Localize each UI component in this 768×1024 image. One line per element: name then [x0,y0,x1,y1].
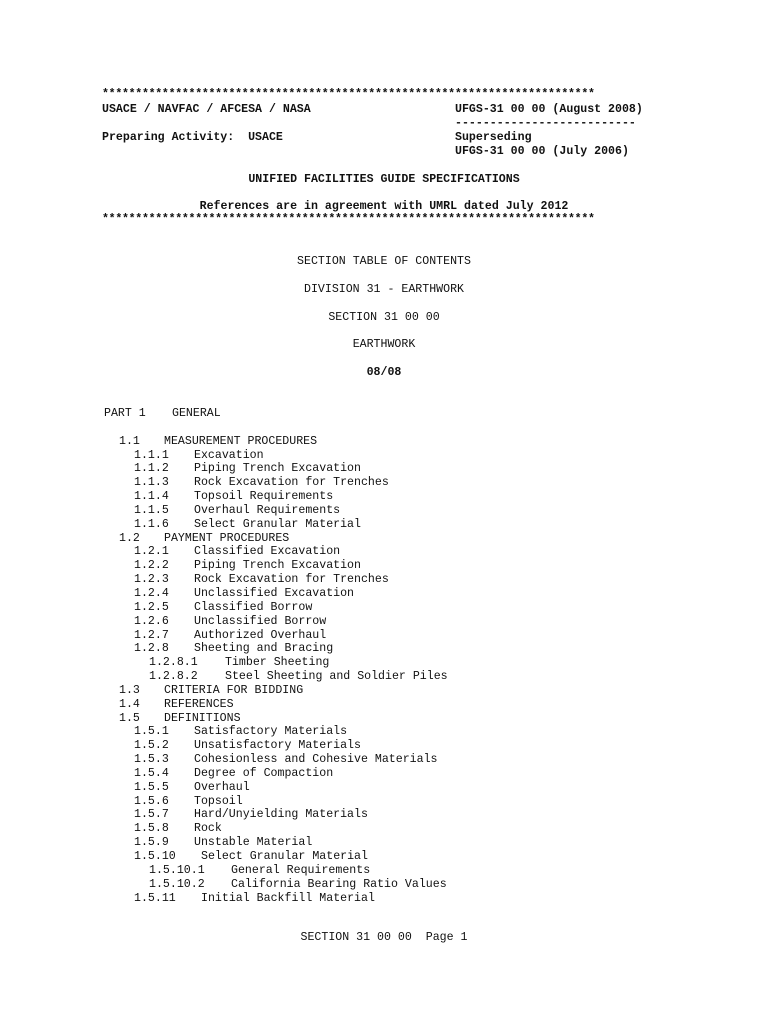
toc-entry [104,864,448,878]
toc-entry-title: Classified Borrow [194,600,313,614]
toc-entry-title: Piping Trench Excavation [194,559,361,573]
toc-entry-title: Sheeting and Bracing [194,642,334,656]
toc-entry-number: 1.5.8 [134,822,169,836]
toc-entry-number: 1.5.9 [134,836,169,850]
superseded-document: UFGS-31 00 00 (July 2006) [455,145,629,158]
toc-entry [104,462,448,476]
toc-entry [104,698,448,712]
toc-entry-title: General Requirements [231,863,371,877]
toc-entry-number: 1.5 [119,711,140,725]
toc-entry-number: 1.2.1 [134,545,169,559]
toc-entry [104,601,448,615]
references-note: References are in agreement with UMRL dated July 2012 [199,200,569,213]
toc-entry [104,407,448,421]
toc-entry-number: 1.2.8 [134,642,169,656]
toc-entry-number: 1.1.4 [134,490,169,504]
toc-entry [104,490,448,504]
toc-spacer [104,421,448,435]
toc-entry [104,518,448,532]
table-of-contents [104,407,448,905]
toc-entry [104,559,448,573]
toc-entry-number: 1.3 [119,683,140,697]
toc-entry-number: 1.5.5 [134,780,169,794]
toc-entry-title: Hard/Unyielding Materials [194,808,368,822]
toc-entry [104,504,448,518]
toc-entry [104,449,448,463]
toc-entry [104,712,448,726]
toc-entry-title: Topsoil Requirements [194,490,334,504]
toc-entry-number: 1.4 [119,697,140,711]
star-rule-bottom: ************************************************************************** [102,213,595,226]
toc-entry-number: 1.1.1 [134,448,169,462]
document-id: UFGS-31 00 00 (August 2008) [455,103,643,116]
toc-entry [104,836,448,850]
toc-entry-number: 1.5.10.2 [149,877,205,891]
toc-entry-title: GENERAL [172,407,221,420]
toc-entry-title: PAYMENT PROCEDURES [164,531,290,545]
toc-entry-title: Unclassified Borrow [194,614,327,628]
toc-entry-number: 1.1.2 [134,462,169,476]
toc-entry-number: 1.2.7 [134,628,169,642]
toc-heading: SECTION TABLE OF CONTENTS [297,255,471,268]
toc-entry [104,615,448,629]
toc-entry-number: 1.1.5 [134,503,169,517]
toc-entry-title: Satisfactory Materials [194,725,348,739]
toc-entry-title: Initial Backfill Material [201,891,375,905]
toc-entry-number: 1.2.4 [134,586,169,600]
toc-entry [104,822,448,836]
toc-entry-title: CRITERIA FOR BIDDING [164,683,304,697]
toc-entry [104,739,448,753]
toc-entry-number: 1.5.10.1 [149,863,205,877]
toc-entry-number: 1.5.2 [134,739,169,753]
toc-entry [104,725,448,739]
toc-entry-number: 1.2.5 [134,600,169,614]
toc-entry [104,629,448,643]
toc-entry-number: 1.2 [119,531,140,545]
date-code: 08/08 [366,366,402,379]
toc-entry [104,656,448,670]
toc-entry-number: PART 1 [104,407,146,420]
toc-entry [104,670,448,684]
toc-entry-title: Unsatisfactory Materials [194,739,361,753]
spec-title: UNIFIED FACILITIES GUIDE SPECIFICATIONS [248,173,520,186]
toc-entry-number: 1.2.2 [134,559,169,573]
toc-entry [104,850,448,864]
toc-entry-title: Rock [194,822,222,836]
toc-entry-title: Overhaul [194,780,250,794]
division-heading: DIVISION 31 - EARTHWORK [303,283,465,296]
toc-entry [104,642,448,656]
toc-entry-number: 1.2.6 [134,614,169,628]
toc-entry-number: 1.2.8.1 [149,656,198,670]
toc-entry-title: Timber Sheeting [225,656,330,670]
toc-entry-number: 1.2.3 [134,573,169,587]
toc-entry-number: 1.1 [119,434,140,448]
toc-entry-number: 1.5.7 [134,808,169,822]
toc-entry-title: MEASUREMENT PROCEDURES [164,434,318,448]
toc-entry [104,767,448,781]
superseding-label: Superseding [455,131,532,144]
toc-entry-number: 1.1.6 [134,517,169,531]
toc-entry [104,476,448,490]
toc-entry [104,795,448,809]
toc-entry-title: Excavation [194,448,264,462]
toc-entry-number: 1.5.10 [134,850,176,863]
toc-entry-title: Cohesionless and Cohesive Materials [194,753,438,767]
toc-entry [104,545,448,559]
toc-entry-title: REFERENCES [164,697,234,711]
toc-entry-title: Topsoil [194,794,243,808]
toc-entry-title: Piping Trench Excavation [194,462,361,476]
toc-entry [104,753,448,767]
toc-entry [104,587,448,601]
toc-entry [104,435,448,449]
page-footer: SECTION 31 00 00 Page 1 [300,931,468,944]
toc-entry [104,573,448,587]
toc-entry-title: Classified Excavation [194,545,341,559]
toc-entry [104,892,448,906]
preparing-activity: Preparing Activity: USACE [102,131,283,144]
toc-entry [104,878,448,892]
toc-entry-title: Steel Sheeting and Soldier Piles [225,670,448,684]
agencies-line: USACE / NAVFAC / AFCESA / NASA [102,103,311,116]
toc-entry-number: 1.5.11 [134,891,176,905]
toc-entry-number: 1.2.8.2 [149,670,198,684]
toc-entry-number: 1.1.3 [134,476,169,490]
toc-entry [104,684,448,698]
toc-entry-title: Rock Excavation for Trenches [194,573,389,587]
star-rule-top: ************************************************************************** [102,88,595,101]
toc-entry-title: Unclassified Excavation [194,586,355,600]
toc-entry [104,808,448,822]
toc-entry-title: Degree of Compaction [194,766,334,780]
toc-entry-number: 1.5.6 [134,794,169,808]
toc-entry [104,781,448,795]
section-name: EARTHWORK [352,338,416,351]
toc-entry-number: 1.5.4 [134,766,169,780]
toc-entry-number: 1.5.3 [134,753,169,767]
toc-entry-title: Select Granular Material [201,850,368,863]
toc-entry-title: Rock Excavation for Trenches [194,476,389,490]
toc-entry-title: Overhaul Requirements [194,503,341,517]
toc-entry-title: Select Granular Material [194,517,361,531]
section-heading: SECTION 31 00 00 [328,311,440,324]
toc-entry-title: Unstable Material [194,836,313,850]
toc-entry [104,532,448,546]
toc-entry-number: 1.5.1 [134,725,169,739]
dash-rule: -------------------------- [455,117,636,130]
toc-entry-title: DEFINITIONS [164,711,241,725]
toc-entry-title: Authorized Overhaul [194,628,327,642]
toc-entry-title: California Bearing Ratio Values [231,877,447,891]
